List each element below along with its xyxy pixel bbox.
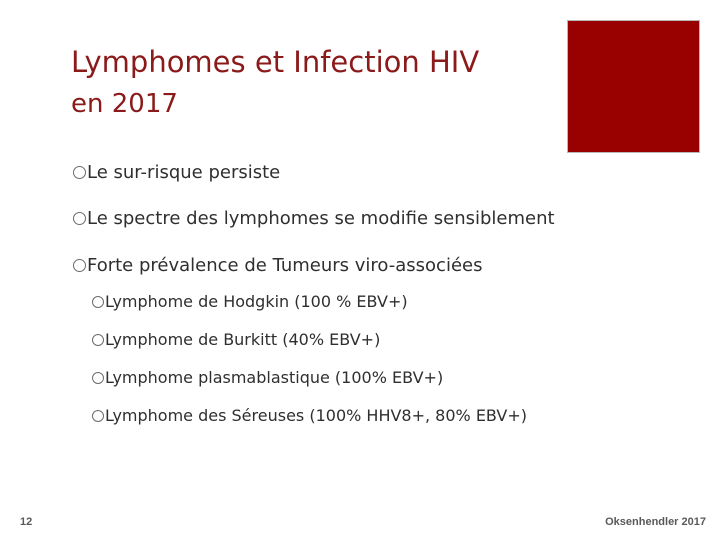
- bullet-item: [73, 207, 555, 231]
- slide-title-line2: en 2017: [71, 89, 178, 119]
- sub-bullet-text: Lymphome des Séreuses (100% HHV8+, 80% EBV+): [105, 406, 528, 425]
- sub-bullet-item: [92, 329, 380, 351]
- decorative-red-square: [567, 20, 700, 153]
- bullet-item: [73, 254, 482, 278]
- hollow-circle-icon: [92, 372, 104, 384]
- hollow-circle-icon: [73, 259, 86, 272]
- hollow-circle-icon: [92, 410, 104, 422]
- hollow-circle-icon: [73, 212, 86, 225]
- sub-bullet-item: [92, 367, 443, 389]
- sub-bullet-text: Lymphome de Hodgkin (100 % EBV+): [105, 292, 408, 311]
- hollow-circle-icon: [73, 166, 86, 179]
- sub-bullet-item: [92, 405, 527, 427]
- hollow-circle-icon: [92, 296, 104, 308]
- bullet-item: [73, 161, 280, 185]
- bullet-text: Forte prévalence de Tumeurs viro-associées: [87, 255, 483, 276]
- sub-bullet-text: Lymphome de Burkitt (40% EBV+): [105, 330, 381, 349]
- slide-title: Lymphomes et Infection HIV: [71, 45, 480, 79]
- footer-author: Oksenhendler 2017: [605, 516, 706, 528]
- bullet-text: Le spectre des lymphomes se modifie sensiblement: [87, 208, 555, 229]
- sub-bullet-text: Lymphome plasmablastique (100% EBV+): [105, 368, 444, 387]
- page-number: 12: [20, 516, 33, 528]
- sub-bullet-item: [92, 291, 408, 313]
- bullet-text: Le sur-risque persiste: [87, 162, 281, 183]
- hollow-circle-icon: [92, 334, 104, 346]
